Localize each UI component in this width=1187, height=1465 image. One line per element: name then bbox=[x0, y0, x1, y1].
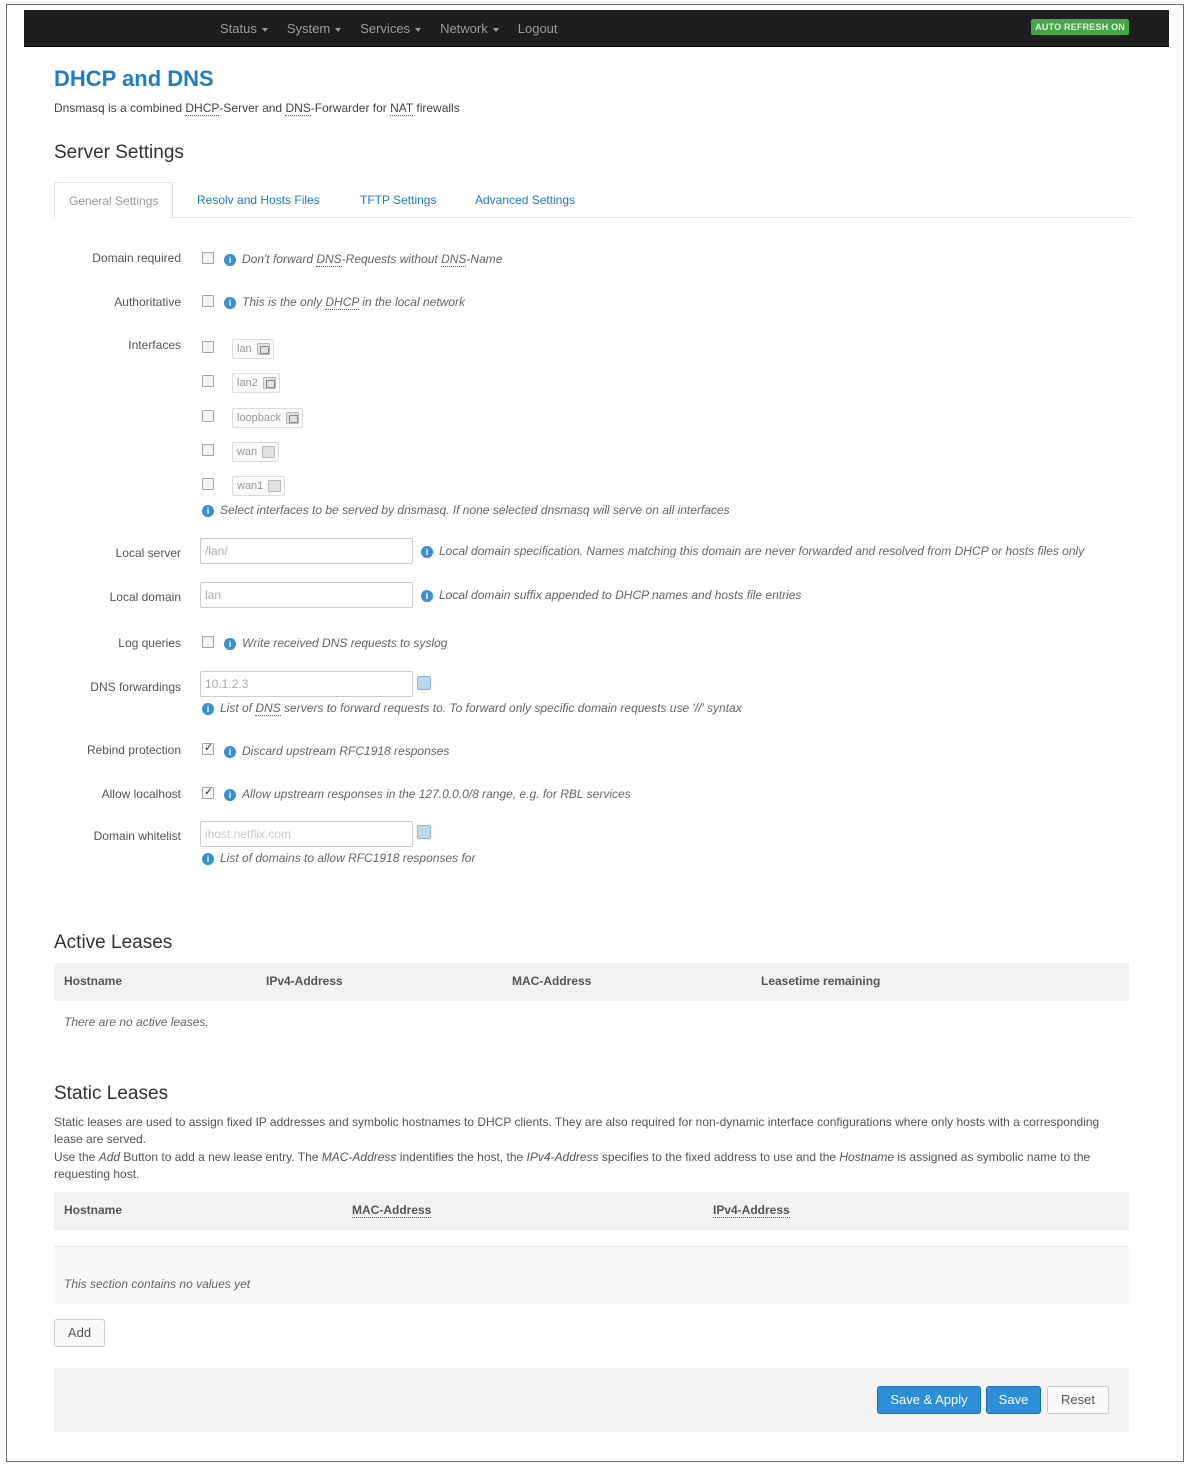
add-lease-button[interactable]: Add bbox=[54, 1319, 105, 1347]
switch-icon bbox=[257, 343, 270, 355]
dns-forwardings-help bbox=[220, 701, 742, 715]
rebind-protection-help: Discard upstream RFC1918 responses bbox=[242, 744, 450, 758]
reset-button[interactable]: Reset bbox=[1047, 1386, 1109, 1414]
info-icon: i bbox=[421, 546, 433, 558]
info-icon: i bbox=[421, 590, 433, 602]
caret-down-icon bbox=[415, 28, 421, 32]
interface-loopback-checkbox[interactable] bbox=[202, 410, 214, 422]
menu-status[interactable] bbox=[220, 21, 268, 36]
domain-required-label: Domain required bbox=[92, 251, 181, 265]
static-leases-table-header bbox=[54, 1192, 1129, 1230]
interface-wan-chip[interactable] bbox=[232, 442, 279, 462]
local-domain-input[interactable]: lan bbox=[200, 582, 413, 608]
static-leases-description: Static leases are used to assign fixed IP addresses and symbolic hostnames to DHCP clients. They are also required for non-dynamic interface configurations where only hosts with a corresponding lease are served. bbox=[54, 1115, 1100, 1146]
page-frame bbox=[6, 4, 1184, 1462]
active-leases-table-header bbox=[54, 963, 1129, 1001]
col-ipv4-address: IPv4-Address bbox=[713, 1203, 790, 1217]
usage-text: Use the bbox=[54, 1150, 99, 1164]
desc-abbr-dns: DNS bbox=[285, 101, 311, 115]
usage-text: Button to add a new lease entry. The bbox=[120, 1150, 322, 1164]
help-text: -Requests without bbox=[341, 252, 442, 266]
help-text: -Name bbox=[466, 252, 503, 266]
help-text: in the local network bbox=[358, 295, 465, 309]
usage-text: specifies to the fixed address to use and the bbox=[598, 1150, 840, 1164]
allow-localhost-checkbox[interactable] bbox=[202, 787, 214, 799]
usage-em: MAC-Address bbox=[321, 1150, 397, 1164]
caret-down-icon bbox=[262, 28, 268, 32]
switch-icon bbox=[263, 377, 276, 389]
local-server-label: Local server bbox=[115, 546, 181, 560]
interface-loopback-chip[interactable] bbox=[232, 408, 303, 428]
interface-lan2-checkbox[interactable] bbox=[202, 375, 214, 387]
settings-tabs bbox=[54, 182, 1132, 218]
caret-down-icon bbox=[493, 28, 499, 32]
domain-required-checkbox[interactable] bbox=[202, 252, 214, 264]
save-apply-button[interactable]: Save & Apply bbox=[877, 1386, 981, 1414]
info-icon: i bbox=[202, 703, 214, 715]
switch-icon bbox=[286, 412, 299, 424]
usage-em: Hostname bbox=[839, 1150, 895, 1164]
page-description bbox=[54, 101, 460, 115]
interface-name: wan bbox=[237, 446, 258, 458]
info-icon: i bbox=[224, 746, 236, 758]
desc-abbr-nat: NAT bbox=[390, 101, 414, 115]
local-domain-label: Local domain bbox=[109, 590, 181, 604]
dns-forwardings-label: DNS forwardings bbox=[90, 680, 181, 694]
interface-name: lan bbox=[237, 343, 252, 355]
local-domain-help: Local domain suffix appended to DHCP names and hosts file entries bbox=[439, 588, 802, 602]
tab-tftp-settings[interactable]: TFTP Settings bbox=[360, 193, 437, 207]
menu-network-label: Network bbox=[440, 21, 488, 36]
tab-resolv-hosts-files[interactable]: Resolv and Hosts Files bbox=[197, 193, 320, 207]
log-queries-checkbox[interactable] bbox=[202, 636, 214, 648]
interface-lan2-chip[interactable] bbox=[232, 373, 280, 393]
no-static-leases-message: This section contains no values yet bbox=[64, 1277, 251, 1291]
interfaces-help: Select interfaces to be served by dnsmasq. If none selected dnsmasq will serve on all interfaces bbox=[220, 503, 730, 517]
local-server-input[interactable]: /lan/ bbox=[200, 538, 413, 564]
desc-text: -Forwarder for bbox=[310, 101, 391, 115]
ethernet-icon bbox=[268, 480, 281, 492]
col-hostname: Hostname bbox=[64, 1203, 123, 1217]
domain-required-help bbox=[242, 252, 502, 266]
col-mac-address: MAC-Address bbox=[512, 974, 592, 988]
help-text: Don't forward bbox=[242, 252, 317, 266]
info-icon: i bbox=[224, 297, 236, 309]
domain-whitelist-input[interactable]: ihost.netflix.com bbox=[200, 821, 413, 847]
authoritative-checkbox[interactable] bbox=[202, 295, 214, 307]
interface-wan1-checkbox[interactable] bbox=[202, 478, 214, 490]
info-icon: i bbox=[224, 254, 236, 266]
authoritative-label: Authoritative bbox=[114, 295, 181, 309]
no-active-leases-message: There are no active leases. bbox=[64, 1015, 209, 1029]
auto-refresh-badge[interactable]: AUTO REFRESH ON bbox=[1031, 19, 1129, 35]
usage-em: IPv4-Address bbox=[526, 1150, 599, 1164]
interface-lan-checkbox[interactable] bbox=[202, 341, 214, 353]
col-mac-address: MAC-Address bbox=[352, 1203, 432, 1217]
menu-services-label: Services bbox=[360, 21, 411, 36]
tab-general-settings[interactable]: General Settings bbox=[54, 182, 173, 219]
menu-services[interactable] bbox=[360, 21, 421, 36]
menu-system[interactable] bbox=[287, 21, 341, 36]
desc-text: Dnsmasq is a combined bbox=[54, 101, 186, 115]
interface-lan-chip[interactable] bbox=[232, 339, 274, 359]
local-server-help: Local domain specification. Names matching this domain are never forwarded and resolved from DHCP or hosts files only bbox=[439, 544, 1085, 558]
desc-text: -Server and bbox=[219, 101, 286, 115]
menu-system-label: System bbox=[286, 21, 331, 36]
col-hostname: Hostname bbox=[64, 974, 123, 988]
interface-name: wan1 bbox=[237, 480, 264, 492]
help-text: List of bbox=[220, 701, 256, 715]
col-leasetime-remaining: Leasetime remaining bbox=[761, 974, 881, 988]
allow-localhost-label: Allow localhost bbox=[101, 787, 181, 801]
rebind-protection-label: Rebind protection bbox=[86, 743, 181, 757]
help-abbr: DNS bbox=[316, 252, 342, 266]
help-abbr: DNS bbox=[441, 252, 467, 266]
static-leases-empty-row bbox=[54, 1246, 1129, 1304]
interface-wan1-chip[interactable] bbox=[232, 476, 285, 496]
caret-down-icon bbox=[335, 28, 341, 32]
dns-forwardings-input[interactable]: 10.1.2.3 bbox=[200, 671, 413, 697]
info-icon: i bbox=[202, 853, 214, 865]
static-leases-usage bbox=[54, 1149, 1129, 1183]
help-abbr: DNS bbox=[255, 701, 281, 715]
log-queries-help: Write received DNS requests to syslog bbox=[242, 636, 448, 650]
interface-name: lan2 bbox=[237, 377, 258, 389]
usage-text: indentifies the host, the bbox=[396, 1150, 527, 1164]
add-entry-icon[interactable] bbox=[417, 676, 431, 690]
menu-logout-label: Logout bbox=[517, 21, 558, 36]
desc-abbr-dhcp: DHCP bbox=[185, 101, 220, 115]
info-icon: i bbox=[224, 789, 236, 801]
usage-text: is assigned as symbolic name to the requesting host. bbox=[54, 1150, 1091, 1181]
help-abbr: DHCP bbox=[325, 295, 359, 309]
tab-advanced-settings[interactable]: Advanced Settings bbox=[475, 193, 576, 207]
info-icon: i bbox=[224, 638, 236, 650]
active-leases-title: Active Leases bbox=[54, 932, 173, 953]
info-icon: i bbox=[202, 505, 214, 517]
domain-whitelist-label: Domain whitelist bbox=[93, 829, 181, 843]
help-text: servers to forward requests to. To forward only specific domain requests use '//' syntax bbox=[280, 701, 742, 715]
authoritative-help bbox=[242, 295, 465, 309]
main-menu bbox=[220, 10, 577, 47]
domain-whitelist-help: List of domains to allow RFC1918 responses for bbox=[220, 851, 476, 865]
interface-wan-checkbox[interactable] bbox=[202, 444, 214, 456]
desc-text: firewalls bbox=[413, 101, 460, 115]
server-settings-title: Server Settings bbox=[54, 142, 184, 163]
interface-name: loopback bbox=[237, 412, 282, 424]
top-navbar bbox=[24, 10, 1169, 47]
menu-status-label: Status bbox=[220, 21, 257, 36]
usage-em: Add bbox=[98, 1150, 121, 1164]
help-text: This is the only bbox=[242, 295, 326, 309]
log-queries-label: Log queries bbox=[118, 636, 181, 650]
menu-network[interactable] bbox=[440, 21, 499, 36]
menu-logout[interactable] bbox=[518, 21, 558, 36]
static-leases-title: Static Leases bbox=[54, 1083, 169, 1104]
save-button[interactable]: Save bbox=[986, 1386, 1041, 1414]
ethernet-icon bbox=[262, 446, 275, 458]
col-ipv4-address: IPv4-Address bbox=[266, 974, 343, 988]
add-entry-icon[interactable] bbox=[417, 825, 431, 839]
allow-localhost-help: Allow upstream responses in the 127.0.0.0/8 range, e.g. for RBL services bbox=[242, 787, 631, 801]
interfaces-label: Interfaces bbox=[128, 338, 181, 352]
page-title: DHCP and DNS bbox=[54, 66, 214, 91]
rebind-protection-checkbox[interactable] bbox=[202, 743, 214, 755]
